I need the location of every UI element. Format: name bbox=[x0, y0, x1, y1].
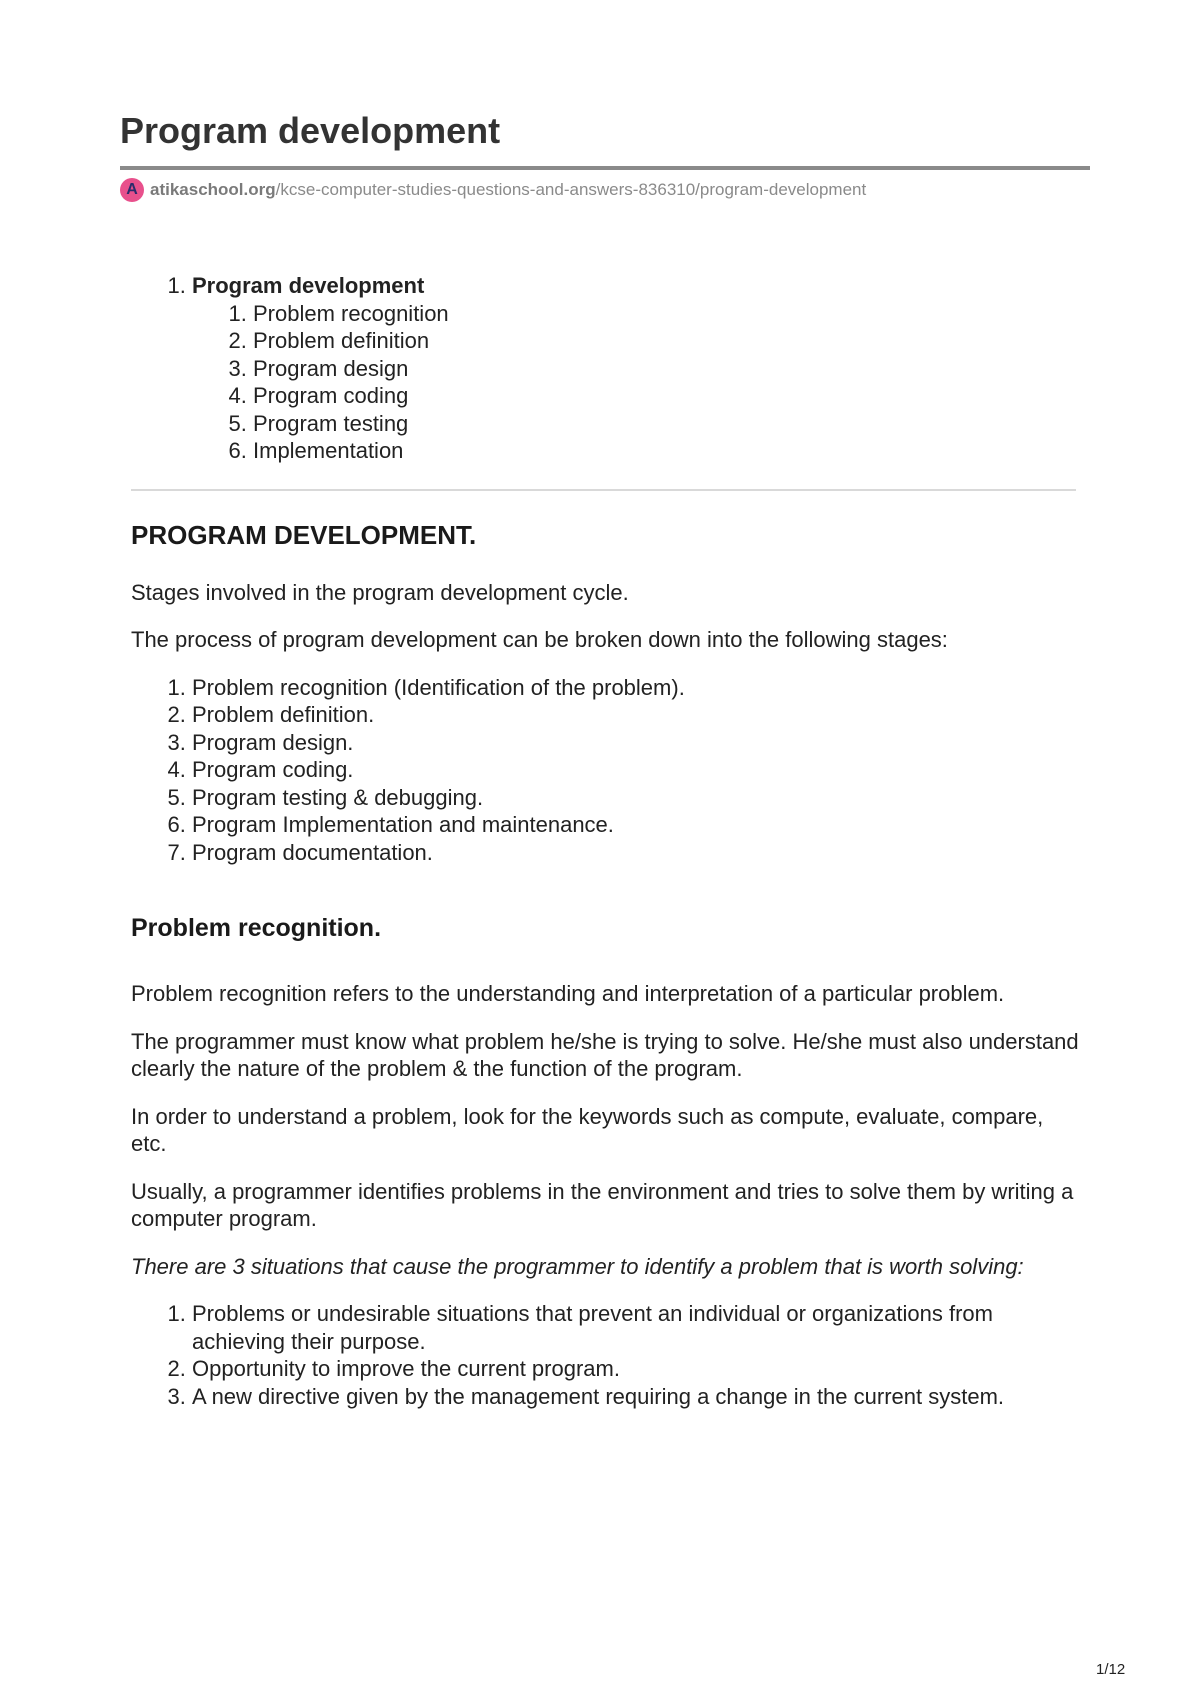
url-path: /kcse-computer-studies-questions-and-answers-836310/program-development bbox=[275, 180, 867, 199]
intro-paragraph: Stages involved in the program development cycle. bbox=[131, 579, 629, 605]
paragraph: The programmer must know what problem he/she is trying to solve. He/she must also understand clearly the nature of the problem & the function of the program. bbox=[131, 1028, 1079, 1081]
paragraph: Problem recognition refers to the understanding and interpretation of a particular problem. bbox=[131, 981, 1005, 1006]
intro-paragraph: The process of program development can be broken down into the following stages: bbox=[131, 627, 948, 652]
source-url[interactable] bbox=[120, 177, 866, 203]
toc-subitem[interactable]: 4. Program coding bbox=[253, 382, 1081, 410]
url-domain: atikaschool.org bbox=[150, 180, 276, 199]
list-item: 6. Program Implementation and maintenance. bbox=[192, 811, 1081, 839]
site-logo-icon: A bbox=[120, 178, 144, 202]
toc-title[interactable]: Program development bbox=[192, 273, 425, 298]
section-heading: PROGRAM DEVELOPMENT. bbox=[131, 519, 477, 550]
toc-subitem[interactable]: 6. Implementation bbox=[253, 437, 1081, 465]
article-content bbox=[131, 272, 1081, 1410]
section-divider bbox=[131, 489, 1076, 491]
subsection-heading: Problem recognition. bbox=[131, 914, 382, 942]
toc-item bbox=[192, 272, 1081, 465]
toc-sublist bbox=[192, 300, 1081, 465]
stages-list bbox=[131, 674, 1081, 867]
toc-subitem[interactable]: 2. Problem definition bbox=[253, 327, 1081, 355]
paragraph: In order to understand a problem, look for the keywords such as compute, evaluate, compare, etc. bbox=[131, 1103, 1044, 1156]
toc-subitem[interactable]: 5. Program testing bbox=[253, 410, 1081, 438]
situations-list bbox=[131, 1300, 1081, 1410]
toc-subitem[interactable]: 1. Problem recognition bbox=[253, 300, 1081, 328]
toc-subitem[interactable]: 3. Program design bbox=[253, 355, 1081, 383]
list-item: 1. Problems or undesirable situations that prevent an individual or organizations from achieving their purpose. bbox=[192, 1300, 1081, 1355]
page-title: Program development bbox=[120, 110, 501, 151]
list-item: 7. Program documentation. bbox=[192, 839, 1081, 867]
paragraph: Usually, a programmer identifies problems in the environment and tries to solve them by writing a computer program. bbox=[131, 1178, 1074, 1231]
list-item: 2. Opportunity to improve the current program. bbox=[192, 1355, 1081, 1383]
italic-paragraph: There are 3 situations that cause the programmer to identify a problem that is worth solving: bbox=[131, 1253, 1024, 1279]
list-item: 5. Program testing & debugging. bbox=[192, 784, 1081, 812]
title-divider bbox=[120, 166, 1090, 170]
list-item: 4. Program coding. bbox=[192, 756, 1081, 784]
list-item: 3. A new directive given by the management requiring a change in the current system. bbox=[192, 1383, 1081, 1411]
list-item: 2. Problem definition. bbox=[192, 701, 1081, 729]
list-item: 3. Program design. bbox=[192, 729, 1081, 757]
page-number: 1/12 bbox=[1096, 1661, 1126, 1678]
table-of-contents bbox=[131, 272, 1081, 465]
list-item: 1. Problem recognition (Identification of the problem). bbox=[192, 674, 1081, 702]
